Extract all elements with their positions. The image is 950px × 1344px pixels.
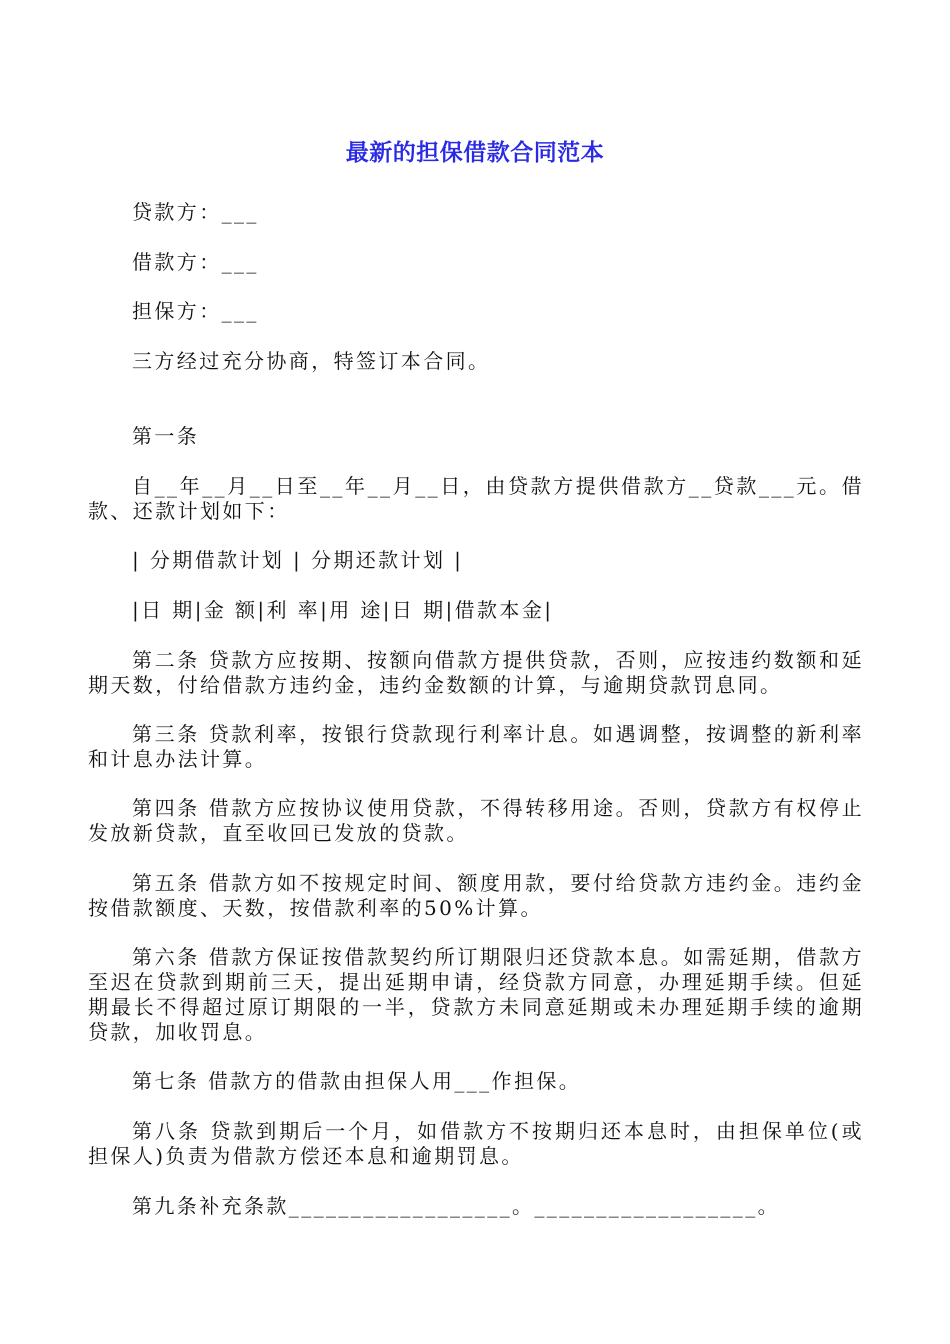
document-title: 最新的担保借款合同范本 — [345, 140, 605, 166]
article-5-paragraph: 第五条 借款方如不按规定时间、额度用款，要付给贷款方违约金。违约金按借款额度、天数，按借款利率的50%计算。 — [88, 871, 864, 920]
guarantor-line: 担保方：___ — [132, 299, 259, 323]
article-3-paragraph: 第三条 贷款利率，按银行贷款现行利率计息。如遇调整，按调整的新利率和计息办法计算。 — [88, 722, 864, 771]
borrower-line: 借款方：___ — [132, 250, 259, 274]
article-2-paragraph: 第二条 贷款方应按期、按额向借款方提供贷款，否则，应按违约数额和延期天数，付给借款方违约金，违约金数额的计算，与逾期贷款罚息同。 — [88, 648, 864, 697]
article-8-paragraph: 第八条 贷款到期后一个月，如借款方不按期归还本息时，由担保单位(或担保人)负责为借款方偿还本息和逾期罚息。 — [88, 1119, 864, 1168]
preamble-paragraph: 三方经过充分协商，特签订本合同。 — [132, 349, 491, 373]
plan-table-header: | 分期借款计划 | 分期还款计划 | — [132, 548, 464, 572]
lender-line: 贷款方：___ — [132, 200, 259, 224]
plan-table-columns: |日 期|金 额|利 率|用 途|日 期|借款本金| — [132, 598, 554, 622]
article-7-paragraph: 第七条 借款方的借款由担保人用___作担保。 — [132, 1069, 582, 1093]
article-1-paragraph: 自__年__月__日至__年__月__日，由贷款方提供借款方__贷款___元。借款、还款计划如下： — [88, 474, 864, 523]
article-1-heading: 第一条 — [132, 424, 200, 448]
article-4-paragraph: 第四条 借款方应按协议使用贷款，不得转移用途。否则，贷款方有权停止发放新贷款，直至收回已发放的贷款。 — [88, 796, 864, 845]
article-9-paragraph: 第九条补充条款__________________。__________________。 — [132, 1194, 780, 1218]
article-6-paragraph: 第六条 借款方保证按借款契约所订期限归还贷款本息。如需延期，借款方至迟在贷款到期前三天，提出延期申请，经贷款方同意，办理延期手续。但延期最长不得超过原订期限的一半，贷款方未同意延期或未办理延期手续的逾期贷款，加收罚息。 — [88, 945, 864, 1044]
